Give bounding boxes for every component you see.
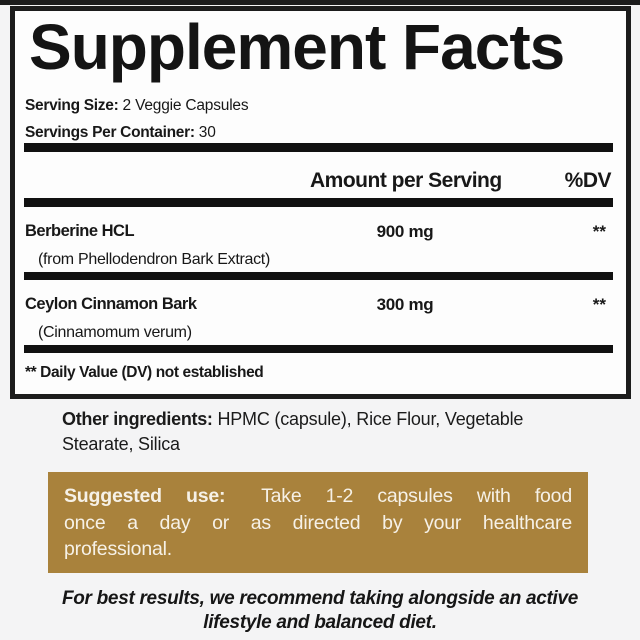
column-header-row: [15, 169, 626, 195]
suggested-use-line-1: [64, 483, 572, 510]
serving-size-label: Serving Size:: [25, 97, 119, 114]
ingredient-name: Ceylon Cinnamon Bark: [25, 295, 197, 313]
suggested-use-line-2: once a day or as directed by your healthcare: [64, 511, 572, 534]
suggested-use-text: Take 1-2 capsules with food: [261, 485, 572, 507]
ingredient-dv: **: [592, 295, 606, 314]
supplement-facts-panel: [10, 6, 631, 399]
servings-per-container-label: Servings Per Container:: [25, 124, 195, 141]
ingredient-amount: 300 mg: [376, 295, 434, 314]
label-top-edge: [0, 0, 640, 5]
servings-per-container-value: 30: [198, 124, 216, 141]
suggested-use-line-3: professional.: [64, 538, 172, 561]
ingredient-detail: (from Phellodendron Bark Extract): [38, 251, 270, 268]
ingredient-dv: **: [592, 222, 606, 241]
suggested-use-box: [48, 472, 588, 573]
divider-thick: [24, 198, 613, 207]
serving-size-value: 2 Veggie Capsules: [122, 97, 249, 114]
ingredient-name: Berberine HCL: [25, 222, 135, 240]
ingredient-detail: (Cinnamomum verum): [38, 324, 192, 341]
ingredient-amount: 900 mg: [376, 222, 434, 241]
divider-thick: [24, 143, 613, 152]
panel-title: Supplement Facts: [29, 11, 565, 83]
divider-thick: [24, 272, 613, 280]
amount-per-serving-header: Amount per Serving: [310, 169, 502, 192]
best-results-tagline: For best results, we recommend taking alongside an active lifestyle and balanced diet.: [61, 588, 579, 634]
divider-thick: [24, 345, 613, 353]
other-ingredients-value: HPMC (capsule), Rice Flour, Vegetable Stearate, Silica: [62, 409, 524, 454]
other-ingredients-label: Other ingredients:: [62, 409, 213, 429]
other-ingredients: [62, 407, 597, 457]
suggested-use-label: Suggested use:: [64, 485, 226, 507]
daily-value-footnote: ** Daily Value (DV) not established: [25, 364, 264, 381]
servings-per-container-line: [25, 124, 216, 142]
percent-dv-header: %DV: [564, 169, 611, 192]
serving-size-line: [25, 97, 248, 115]
